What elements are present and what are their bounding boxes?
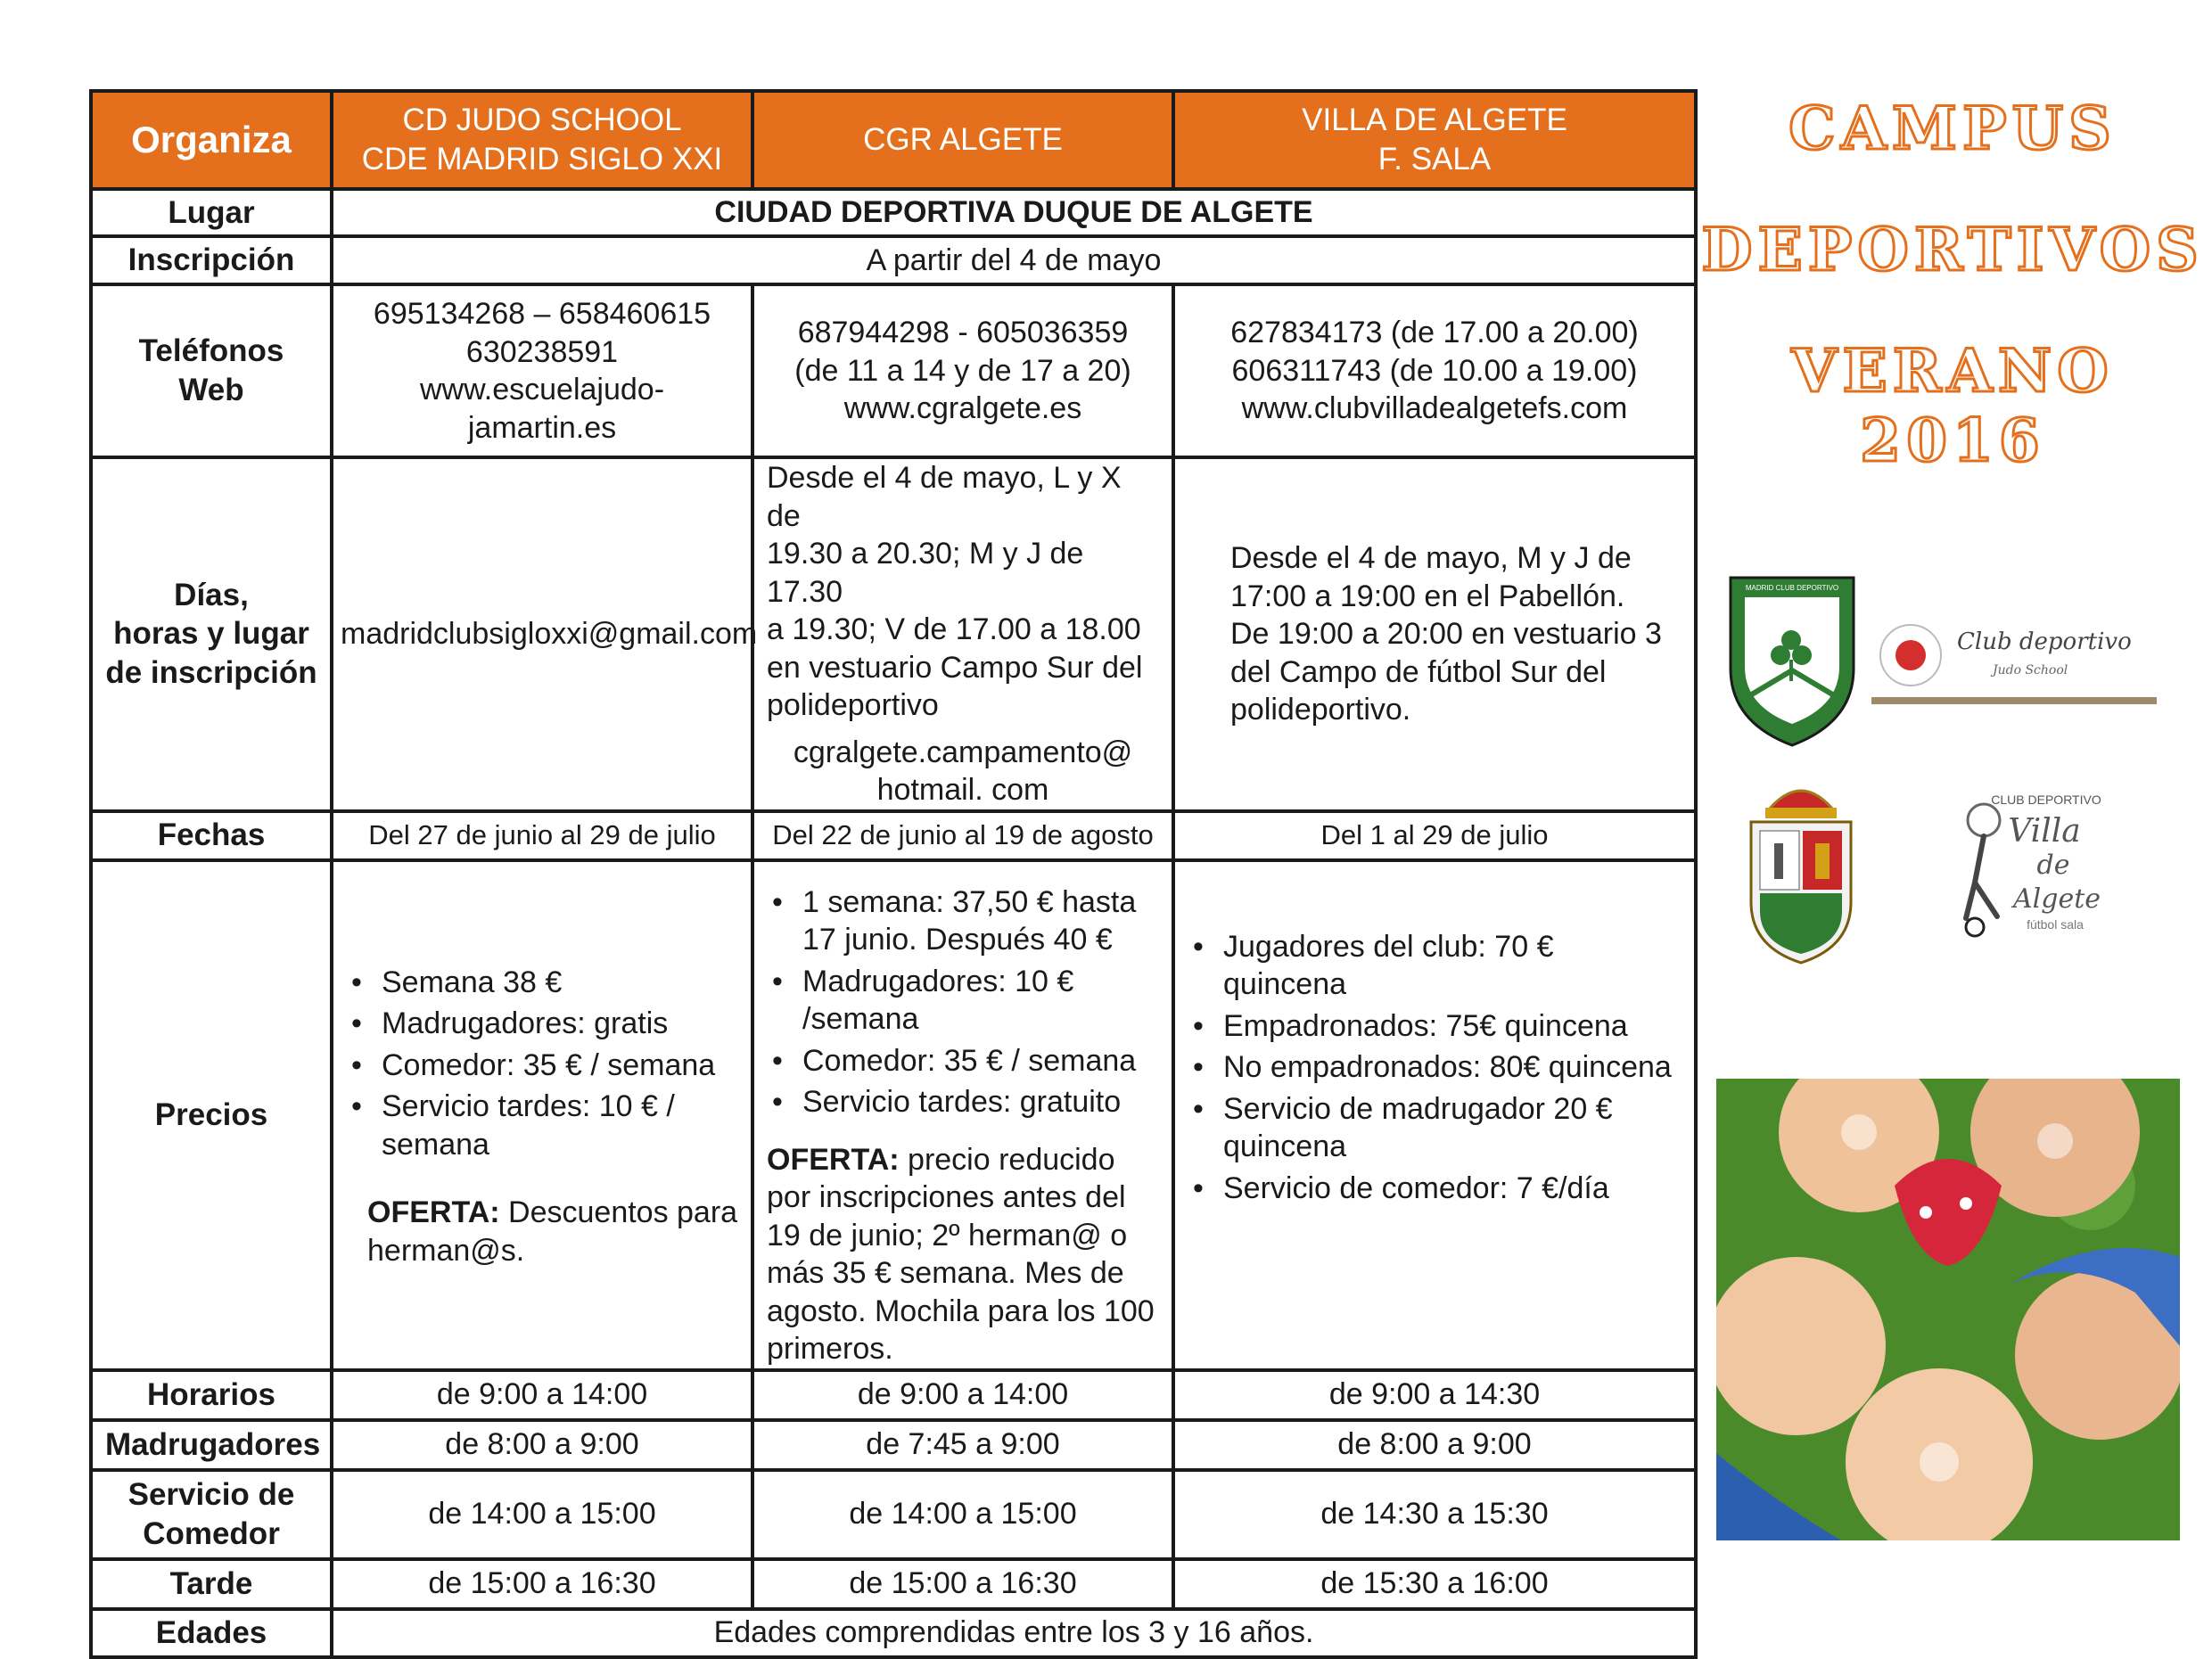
- madrugadores-villa: de 8:00 a 9:00: [1173, 1420, 1696, 1470]
- dias-text-line: polideportivo.: [1230, 693, 1411, 727]
- dias-cgr: [752, 457, 1173, 811]
- madrugadores-label: Madrugadores: [91, 1420, 332, 1470]
- web-link[interactable]: www.cgralgete.es: [843, 391, 1082, 426]
- comedor-label-line1: Servicio de: [127, 1476, 295, 1512]
- organizer-villa-line2: F. SALA: [1377, 142, 1492, 177]
- inscripcion-row: [91, 236, 1696, 284]
- fechas-cgr: Del 22 de junio al 19 de agosto: [752, 811, 1173, 860]
- dias-row: [91, 457, 1696, 811]
- web-link[interactable]: www.clubvilladealgetefs.com: [1241, 391, 1628, 426]
- phone-hours: (de 11 a 14 y de 17 a 20): [794, 353, 1131, 388]
- tarde-judo: de 15:00 a 16:30: [332, 1559, 752, 1609]
- price-item: • Madrugadores: 10 € /semana: [802, 963, 1159, 1039]
- fechas-judo: Del 27 de junio al 29 de julio: [332, 811, 752, 860]
- edades-row: [91, 1609, 1696, 1657]
- dias-text-line: a 19.30; V de 17.00 a 18.00: [767, 612, 1141, 646]
- madrugadores-judo: de 8:00 a 9:00: [332, 1420, 752, 1470]
- comedor-judo: de 14:00 a 15:00: [332, 1470, 752, 1559]
- children-photo: [1716, 1079, 2180, 1540]
- price-item: • Servicio tardes: gratuito: [802, 1083, 1159, 1121]
- offer-label: OFERTA:: [367, 1195, 500, 1230]
- dias-text-line: 19.30 a 20.30; M y J de 17.30: [767, 537, 1084, 609]
- organizer-judo-line1: CD JUDO SCHOOL: [402, 103, 682, 138]
- offer-label: OFERTA:: [767, 1142, 900, 1177]
- precios-villa: [1173, 860, 1696, 1370]
- dias-text-line: Desde el 4 de mayo, M y J de: [1230, 541, 1632, 575]
- price-item: • Comedor: 35 € / semana: [382, 1047, 738, 1085]
- edades-value: Edades comprendidas entre los 3 y 16 años.: [332, 1609, 1696, 1657]
- campus-schedule-table: [89, 89, 1698, 1659]
- price-item: • Servicio tardes: 10 € / semana: [382, 1088, 738, 1163]
- comedor-cgr: de 14:00 a 15:00: [752, 1470, 1173, 1559]
- organiza-label: Organiza: [91, 91, 332, 189]
- price-list: [1188, 928, 1682, 1208]
- price-list: [346, 964, 738, 1164]
- phone-line: 606311743 (de 10.00 a 19.00): [1231, 353, 1638, 388]
- title-line-verano: VERANO 2016: [1791, 336, 2114, 475]
- organizer-villa-line1: VILLA DE ALGETE: [1302, 103, 1567, 138]
- offer-block: [767, 1141, 1159, 1368]
- dias-label: [91, 457, 332, 811]
- horarios-label: Horarios: [91, 1370, 332, 1420]
- madrid-club-logo-text: MADRID CLUB DEPORTIVO: [1745, 584, 1839, 592]
- organizer-cgr-algete: CGR ALGETE: [752, 91, 1173, 189]
- price-item: • Servicio de madrugador 20 € quincena: [1223, 1090, 1682, 1166]
- judo-school-logo-name: Club deportivo: [1957, 628, 2132, 655]
- organizer-villa-algete: [1173, 91, 1696, 189]
- price-item: • Empadronados: 75€ quincena: [1223, 1007, 1682, 1046]
- lugar-row: [91, 189, 1696, 236]
- organizer-judo-line2: CDE MADRID SIGLO XXI: [361, 142, 723, 177]
- email-line[interactable]: hotmail. com: [876, 773, 1049, 807]
- tarde-cgr: de 15:00 a 16:30: [752, 1559, 1173, 1609]
- price-item: • 1 semana: 37,50 € hasta 17 junio. Después 40 €: [802, 883, 1159, 959]
- phone-line: 687944298 - 605036359: [797, 316, 1129, 350]
- dias-text-line: 17:00 a 19:00 en el Pabellón.: [1230, 579, 1625, 613]
- comedor-villa: de 14:30 a 15:30: [1173, 1470, 1696, 1559]
- dias-label-line3: de inscripción: [105, 655, 317, 691]
- comedor-label: [91, 1470, 332, 1559]
- dias-text-line: del Campo de fútbol Sur del: [1230, 654, 1607, 689]
- horarios-cgr: de 9:00 a 14:00: [752, 1370, 1173, 1420]
- fechas-villa: Del 1 al 29 de julio: [1173, 811, 1696, 860]
- organizer-judo-school: [332, 91, 752, 189]
- tarde-label: Tarde: [91, 1559, 332, 1609]
- precios-judo: [332, 860, 752, 1370]
- judo-school-logo-sub: Judo School: [1993, 663, 2068, 678]
- dias-text-line: De 19:00 a 20:00 en vestuario 3: [1230, 617, 1662, 651]
- price-item: • Semana 38 €: [382, 964, 738, 1002]
- lugar-label: Lugar: [91, 189, 332, 236]
- price-item: • No empadronados: 80€ quincena: [1223, 1048, 1682, 1087]
- precios-row: [91, 860, 1696, 1370]
- telefonos-judo: [332, 284, 752, 457]
- comedor-row: [91, 1470, 1696, 1559]
- price-item: • Jugadores del club: 70 € quincena: [1223, 928, 1682, 1004]
- villa-logo-word: Villa: [2008, 813, 2081, 850]
- madrid-club-logo: [1725, 571, 1859, 749]
- telefonos-label: [91, 284, 332, 457]
- dias-label-line2: horas y lugar: [113, 616, 309, 652]
- precios-label: Precios: [91, 860, 332, 1370]
- price-item: • Servicio de comedor: 7 €/día: [1223, 1170, 1682, 1208]
- phone-line: 627834173 (de 17.00 a 20.00): [1230, 316, 1639, 350]
- price-item: • Comedor: 35 € / semana: [802, 1042, 1159, 1080]
- villa-logo-top: CLUB DEPORTIVO: [1991, 793, 2101, 807]
- campus-title: [1698, 94, 2207, 527]
- web-link[interactable]: www.escuelajudo-jamartin.es: [419, 373, 665, 445]
- madrugadores-row: [91, 1420, 1696, 1470]
- villa-logo-word: de: [2036, 850, 2070, 881]
- inscripcion-label: Inscripción: [91, 236, 332, 284]
- offer-block: [346, 1194, 738, 1269]
- email-line[interactable]: cgralgete.campamento@: [793, 735, 1133, 769]
- organizers-row: [91, 91, 1696, 189]
- horarios-villa: de 9:00 a 14:30: [1173, 1370, 1696, 1420]
- telefonos-villa: [1173, 284, 1696, 457]
- title-line-campus: CAMPUS: [1789, 94, 2117, 163]
- offer-text: precio reducido por inscripciones antes del 19 de junio; 2º herman@ o más 35 € semana. Mes de agosto. Mochila para los 100 primeros.: [767, 1142, 1155, 1366]
- price-item: • Madrugadores: gratis: [382, 1005, 738, 1043]
- fechas-row: [91, 811, 1696, 860]
- algete-coat-of-arms: [1739, 768, 1863, 972]
- judo-school-logo: [1868, 615, 2162, 713]
- price-list: [767, 883, 1159, 1121]
- tarde-row: [91, 1559, 1696, 1609]
- phone-line: 630238591: [465, 334, 619, 369]
- dias-text-line: polideportivo: [767, 688, 939, 722]
- inscripcion-value: A partir del 4 de mayo: [332, 236, 1696, 284]
- horarios-row: [91, 1370, 1696, 1420]
- horarios-judo: de 9:00 a 14:00: [332, 1370, 752, 1420]
- dias-label-line1: Días,: [174, 577, 249, 612]
- madrugadores-cgr: de 7:45 a 9:00: [752, 1420, 1173, 1470]
- telefonos-label-line1: Teléfonos: [138, 333, 284, 369]
- dias-villa: [1173, 457, 1696, 811]
- dias-text-line: en vestuario Campo Sur del: [767, 650, 1143, 685]
- offer-text: Descuentos para herman@s.: [367, 1195, 738, 1268]
- villa-logo-word: Algete: [2012, 883, 2101, 915]
- telefonos-cgr: [752, 284, 1173, 457]
- edades-label: Edades: [91, 1609, 332, 1657]
- villa-algete-logo: [1948, 784, 2144, 945]
- fechas-label: Fechas: [91, 811, 332, 860]
- title-line-deportivos: DEPORTIVOS: [1701, 215, 2204, 284]
- comedor-label-line2: Comedor: [143, 1515, 280, 1551]
- telefonos-row: [91, 284, 1696, 457]
- phone-line: 695134268 – 658460615: [373, 297, 711, 331]
- dias-text-line: Desde el 4 de mayo, L y X de: [767, 461, 1122, 533]
- tarde-villa: de 15:30 a 16:00: [1173, 1559, 1696, 1609]
- telefonos-label-line2: Web: [178, 373, 244, 407]
- dias-judo[interactable]: madridclubsigloxxi@gmail.com: [332, 457, 752, 811]
- lugar-value: CIUDAD DEPORTIVA DUQUE DE ALGETE: [332, 189, 1696, 236]
- precios-cgr: [752, 860, 1173, 1370]
- villa-logo-sub: fútbol sala: [2027, 917, 2084, 932]
